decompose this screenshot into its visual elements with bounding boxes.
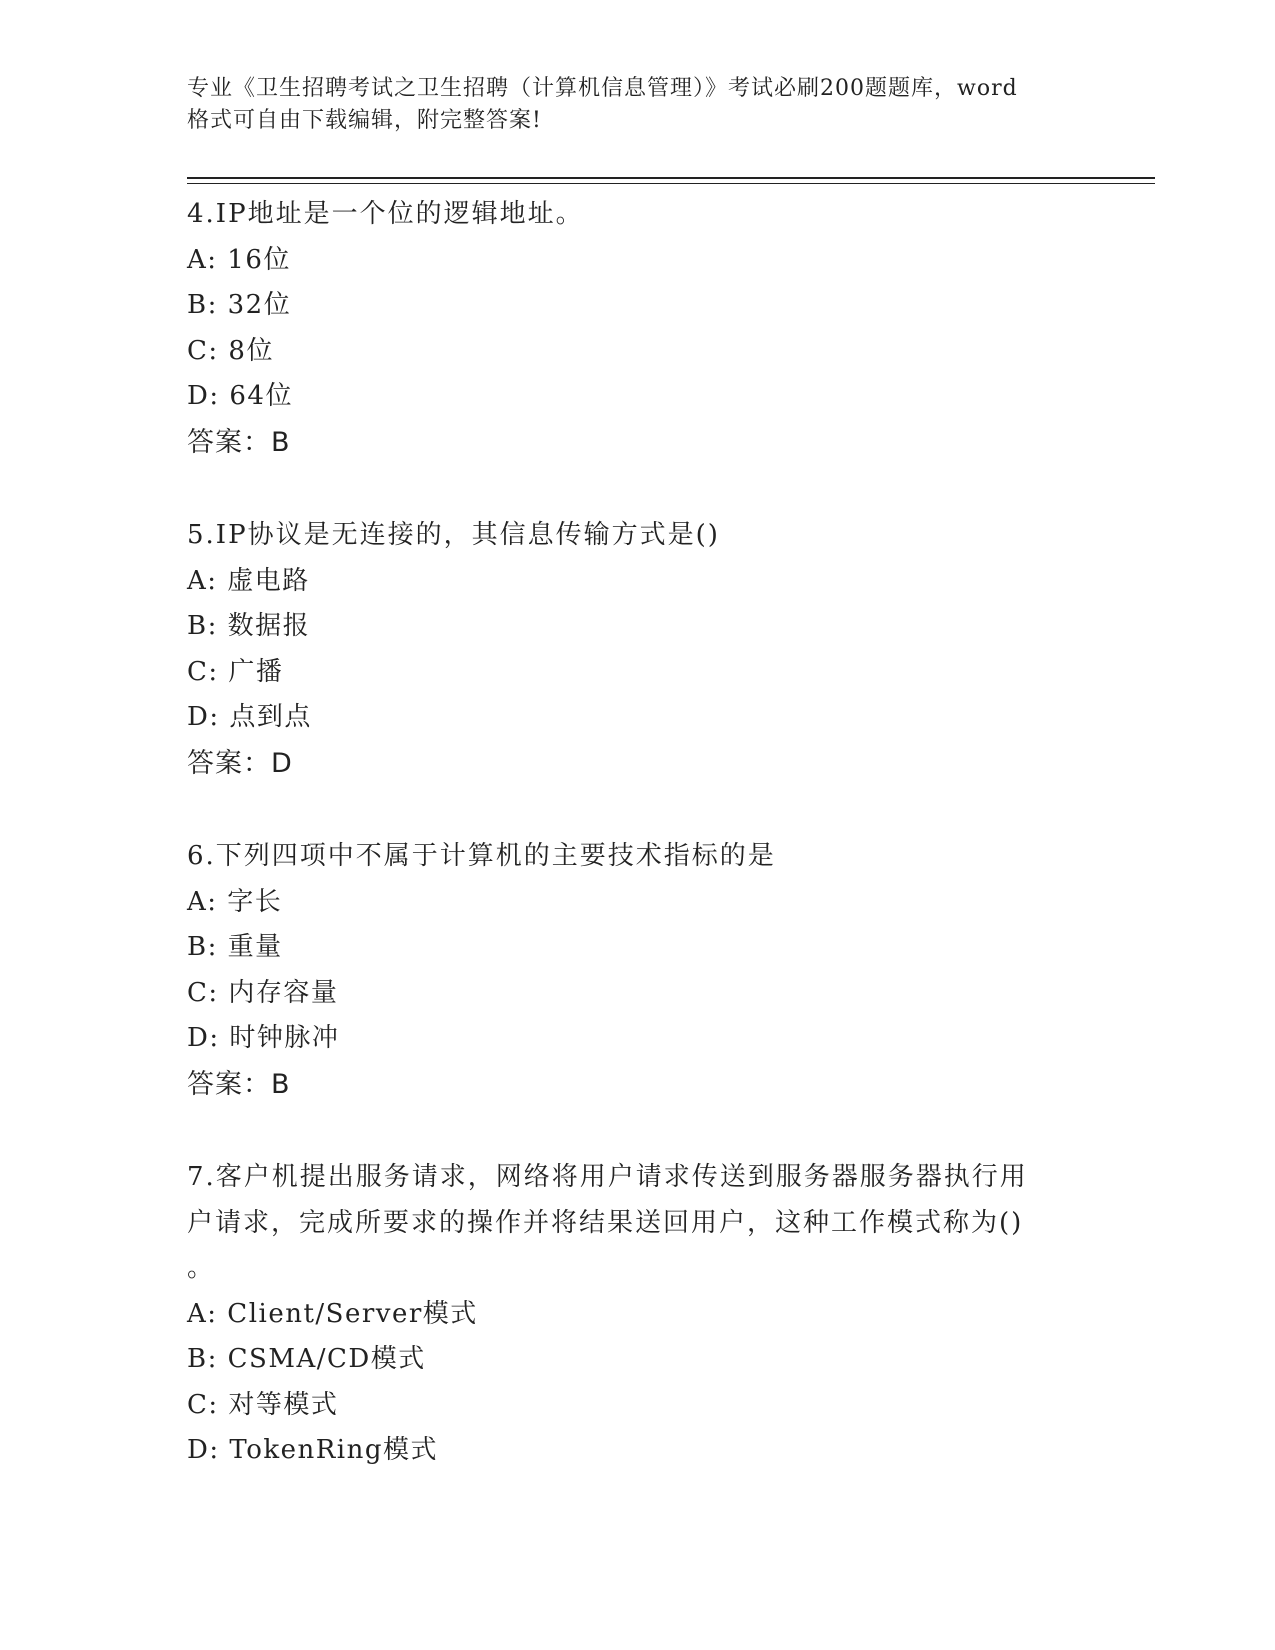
question-stem-line: 7.客户机提出服务请求，网络将用户请求传送到服务器服务器执行用 — [187, 1162, 1028, 1192]
question-5 — [187, 513, 1147, 786]
question-6 — [187, 834, 1147, 1107]
option-a: A: 16位 — [187, 244, 291, 275]
header-divider-thin — [187, 183, 1155, 184]
option-a: A: Client/Server模式 — [187, 1298, 478, 1329]
option-b: B: 数据报 — [187, 611, 311, 641]
option-a: A: 虚电路 — [187, 565, 310, 596]
header-line-1: 专业《卫生招聘考试之卫生招聘（计算机信息管理）》考试必刷200题题库，word — [187, 76, 1018, 101]
option-b: B: 重量 — [187, 932, 283, 962]
option-b: B: 32位 — [187, 290, 292, 320]
header-line-2: 格式可自由下载编辑，附完整答案! — [187, 108, 542, 133]
question-stem-line: 4.IP地址是一个位的逻辑地址。 — [187, 199, 584, 229]
option-d: D: TokenRing模式 — [187, 1435, 439, 1465]
option-b: B: CSMA/CD模式 — [187, 1344, 426, 1374]
option-c: C: 广播 — [187, 656, 284, 687]
option-d: D: 点到点 — [187, 702, 312, 732]
answer-line: 答案：B — [187, 426, 291, 458]
option-c: C: 8位 — [187, 335, 274, 366]
option-d: D: 时钟脉冲 — [187, 1023, 340, 1053]
answer-line: 答案：B — [187, 1068, 291, 1100]
option-c: C: 内存容量 — [187, 977, 339, 1008]
question-stem-line: 5.IP协议是无连接的，其信息传输方式是() — [187, 520, 720, 550]
question-list — [187, 192, 1147, 1522]
answer-line: 答案：D — [187, 747, 293, 779]
question-stem-line: 户请求，完成所要求的操作并将结果送回用户，这种工作模式称为() — [187, 1207, 1024, 1238]
question-stem-line: 6.下列四项中不属于计算机的主要技术指标的是 — [187, 841, 776, 871]
question-7 — [187, 1155, 1147, 1474]
option-a: A: 字长 — [187, 886, 283, 917]
question-stem-line: 。 — [187, 1253, 216, 1283]
document-header — [187, 73, 1087, 137]
option-d: D: 64位 — [187, 381, 293, 411]
question-4 — [187, 192, 1147, 465]
option-c: C: 对等模式 — [187, 1389, 339, 1420]
header-divider-thick — [187, 177, 1155, 179]
